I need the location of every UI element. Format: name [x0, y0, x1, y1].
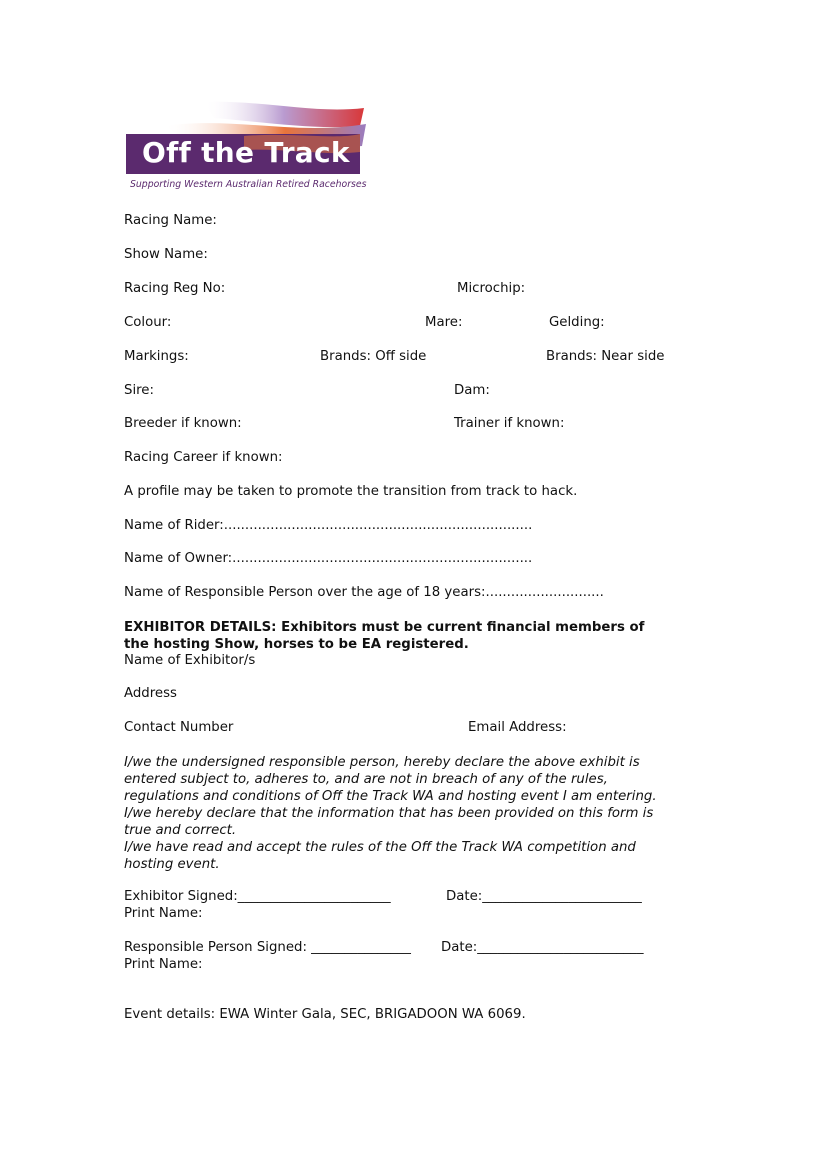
- declaration-line: I/we the undersigned responsible person, hereby declare the above exhibit is: [124, 755, 640, 770]
- racing-reg-no-label: Racing Reg No:: [124, 281, 226, 296]
- exhibitor-heading-line-2: the hosting Show, horses to be EA registered.: [124, 637, 469, 652]
- racing-name-label: Racing Name:: [124, 213, 217, 228]
- responsible-print-name-label: Print Name:: [124, 957, 203, 972]
- responsible-signed-field[interactable]: Responsible Person Signed: _______________: [124, 940, 411, 955]
- exhibitor-heading: [124, 619, 644, 653]
- off-the-track-logo: [124, 96, 368, 194]
- declaration-line: entered subject to, adheres to, and are not in breach of any of the rules,: [124, 772, 608, 787]
- colour-label: Colour:: [124, 315, 172, 330]
- responsible-date-field[interactable]: Date:_________________________: [441, 940, 644, 955]
- profile-note: A profile may be taken to promote the transition from track to hack.: [124, 484, 578, 499]
- microchip-label: Microchip:: [457, 281, 526, 296]
- address-label: Address: [124, 686, 177, 701]
- mare-label: Mare:: [425, 315, 463, 330]
- show-name-label: Show Name:: [124, 247, 208, 262]
- exhibitor-signed-field[interactable]: Exhibitor Signed:_______________________: [124, 889, 391, 904]
- declaration: [124, 754, 657, 873]
- declaration-line: regulations and conditions of Off the Track WA and hosting event I am entering.: [124, 789, 657, 804]
- declaration-line: I/we have read and accept the rules of the Off the Track WA competition and: [124, 840, 636, 855]
- breeder-label: Breeder if known:: [124, 416, 242, 431]
- event-details: Event details: EWA Winter Gala, SEC, BRIGADOON WA 6069.: [124, 1007, 526, 1022]
- sire-label: Sire:: [124, 383, 154, 398]
- logo-tagline: Supporting Western Australian Retired Racehorses: [130, 179, 367, 190]
- exhibitor-name-label: Name of Exhibitor/s: [124, 653, 256, 668]
- exhibitor-date-field[interactable]: Date:________________________: [446, 889, 642, 904]
- declaration-line: I/we hereby declare that the information that has been provided on this form is: [124, 806, 654, 821]
- brands-off-side-label: Brands: Off side: [320, 349, 427, 364]
- email-address-label: Email Address:: [468, 720, 567, 735]
- owner-name-label: Name of Owner:.......................................................................: [124, 551, 533, 566]
- rider-name-label: Name of Rider:.........................................................................: [124, 518, 533, 533]
- trainer-label: Trainer if known:: [454, 416, 565, 431]
- contact-number-label: Contact Number: [124, 720, 234, 735]
- racing-career-label: Racing Career if known:: [124, 450, 283, 465]
- responsible-person-label: Name of Responsible Person over the age of 18 years:............................: [124, 585, 604, 600]
- exhibitor-print-name-label: Print Name:: [124, 906, 203, 921]
- declaration-line: true and correct.: [124, 823, 237, 838]
- declaration-line: hosting event.: [124, 857, 220, 872]
- brands-near-side-label: Brands: Near side: [546, 349, 665, 364]
- gelding-label: Gelding:: [549, 315, 605, 330]
- exhibitor-heading-line-1: EXHIBITOR DETAILS: Exhibitors must be current financial members of: [124, 620, 645, 635]
- dam-label: Dam:: [454, 383, 490, 398]
- logo-title: Off the Track: [142, 136, 350, 169]
- swoosh-top: [204, 102, 364, 127]
- markings-label: Markings:: [124, 349, 189, 364]
